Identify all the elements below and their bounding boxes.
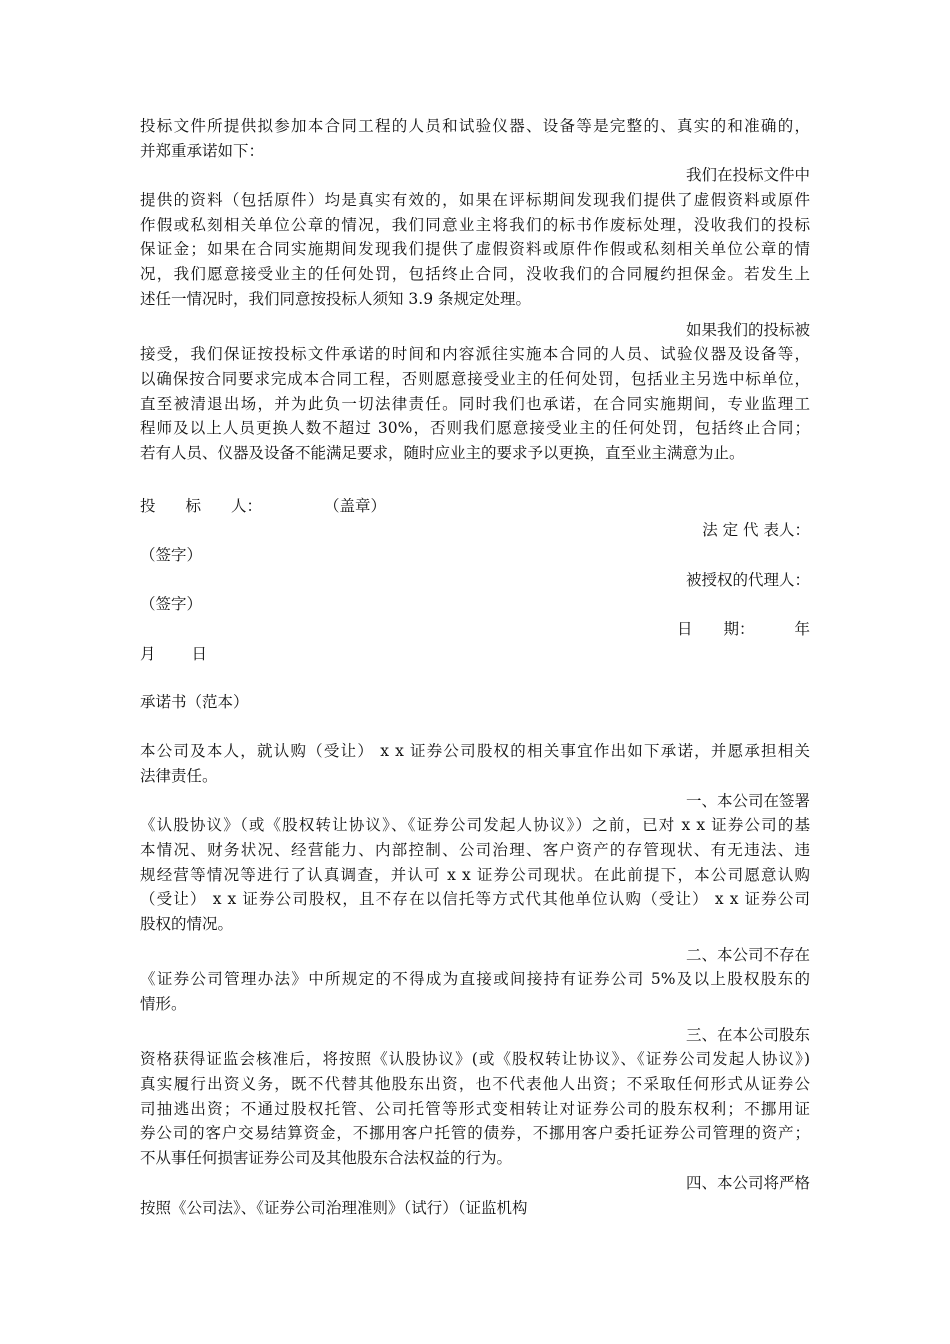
paragraph-line: 作假或私刻相关单位公章的情况，我们同意业主将我们的标书作废标处理，没收我们的投标 — [140, 215, 810, 234]
item-line: 规经营等情况等进行了认真调查，并认可 x x 证券公司现状。在此前提下，本公司愿意认购 — [140, 865, 810, 884]
item-line: 资格获得证监会核准后，将按照《认股协议》(或《股权转让协议》、《证券公司发起人协议》) — [140, 1050, 810, 1069]
paragraph-line: 述任一情况时，我们同意按投标人须知 3.9 条规定处理。 — [140, 289, 532, 308]
paragraph-head: 我们在投标文件中 — [685, 166, 810, 185]
paragraph-line: 若有人员、仪器及设备不能满足要求，随时应业主的要求予以更换，直至业主满意为止。 — [140, 443, 745, 462]
intro-line: 并郑重承诺如下： — [140, 141, 265, 160]
item-line: 不从事任何损害证券公司及其他股东合法权益的行为。 — [140, 1149, 513, 1168]
date-line — [140, 617, 810, 642]
paragraph-line: 况，我们愿意接受业主的任何处罚，包括终止合同，没收我们的合同履约担保金。若发生上 — [140, 265, 810, 284]
item-line: 本情况、财务状况、经营能力、内部控制、公司治理、客户资产的存管现状、有无违法、违 — [140, 840, 810, 859]
item-head: 四、本公司将严格 — [685, 1173, 810, 1192]
bidder-line — [140, 494, 810, 519]
paragraph-line: 保证金；如果在合同实施期间发现我们提供了虚假资料或原件作假或私刻相关单位公章的情 — [140, 240, 810, 259]
paragraph-line: 以确保按合同要求完成本合同工程，否则愿意接受业主的任何处罚，包括业主另选中标单位， — [140, 369, 810, 388]
item-line: 按照《公司法》、《证券公司治理准则》（试行）（证监机构 — [140, 1198, 528, 1217]
paragraph-line: 程师及以上人员更换人数不超过 30%，否则我们愿意接受业主的任何处罚，包括终止合同； — [140, 419, 810, 438]
legal-rep-label: 法 定 代 表人： — [702, 521, 810, 540]
item-line: （受让） x x 证券公司股权，且不存在以信托等方式代其他单位认购（受让） x x 证券公司 — [140, 890, 810, 909]
item-head: 一、本公司在签署 — [685, 791, 810, 810]
date-month: 月 — [140, 644, 156, 663]
item-line: 司抽逃出资；不通过股权托管、公司托管等形式变相转让对证券公司的股东权利；不挪用证 — [140, 1099, 810, 1118]
item-line: 《认股协议》（或《股权转让协议》、《证券公司发起人协议》）之前，已对 x x 证券公司的基 — [140, 816, 810, 835]
item-line: 情形。 — [140, 995, 187, 1013]
intro-line: 投标文件所提供拟参加本合同工程的人员和试验仪器、设备等是完整的、真实的和准确的， — [140, 117, 810, 135]
signature-note: （签字） — [140, 546, 203, 564]
item-line: 真实履行出资义务，既不代替其他股东出资，也不代表他人出资；不采取任何形式从证券公 — [140, 1075, 810, 1094]
seal-note: （盖章） — [324, 496, 387, 515]
agent-label: 被授权的代理人： — [685, 570, 810, 589]
date-year: 年 — [794, 620, 810, 639]
item-line: 《证券公司管理办法》中所规定的不得成为直接或间接持有证券公司 5%及以上股权股东的 — [140, 970, 810, 989]
date-label: 日 期： — [677, 620, 755, 639]
bidder-label: 投 标 人： — [140, 496, 262, 515]
signature-note: （签字） — [140, 595, 203, 614]
paragraph-line: 接受，我们保证按投标文件承诺的时间和内容派往实施本合同的人员、试验仪器及设备等， — [140, 345, 810, 364]
item-head: 二、本公司不存在 — [685, 945, 810, 964]
commit-intro-line: 法律责任。 — [140, 766, 218, 785]
date-line-2 — [140, 642, 810, 667]
commit-intro-line: 本公司及本人，就认购（受让） x x 证券公司股权的相关事宜作出如下承诺，并愿承担相关 — [140, 742, 810, 761]
date-day: 日 — [191, 644, 208, 663]
section-title: 承诺书（范本） — [140, 693, 249, 712]
paragraph-head: 如果我们的投标被 — [685, 320, 810, 339]
item-head: 三、在本公司股东 — [685, 1025, 810, 1044]
item-line: 股权的情况。 — [140, 914, 234, 933]
paragraph-line: 提供的资料（包括原件）均是真实有效的，如果在评标期间发现我们提供了虚假资料或原件 — [140, 191, 810, 210]
document-page — [140, 114, 810, 1220]
paragraph-line: 直至被清退出场，并为此负一切法律责任。同时我们也承诺，在合同实施期间，专业监理工 — [140, 394, 810, 413]
item-line: 券公司的客户交易结算资金，不挪用客户托管的债券，不挪用客户委托证券公司管理的资产； — [140, 1124, 810, 1143]
